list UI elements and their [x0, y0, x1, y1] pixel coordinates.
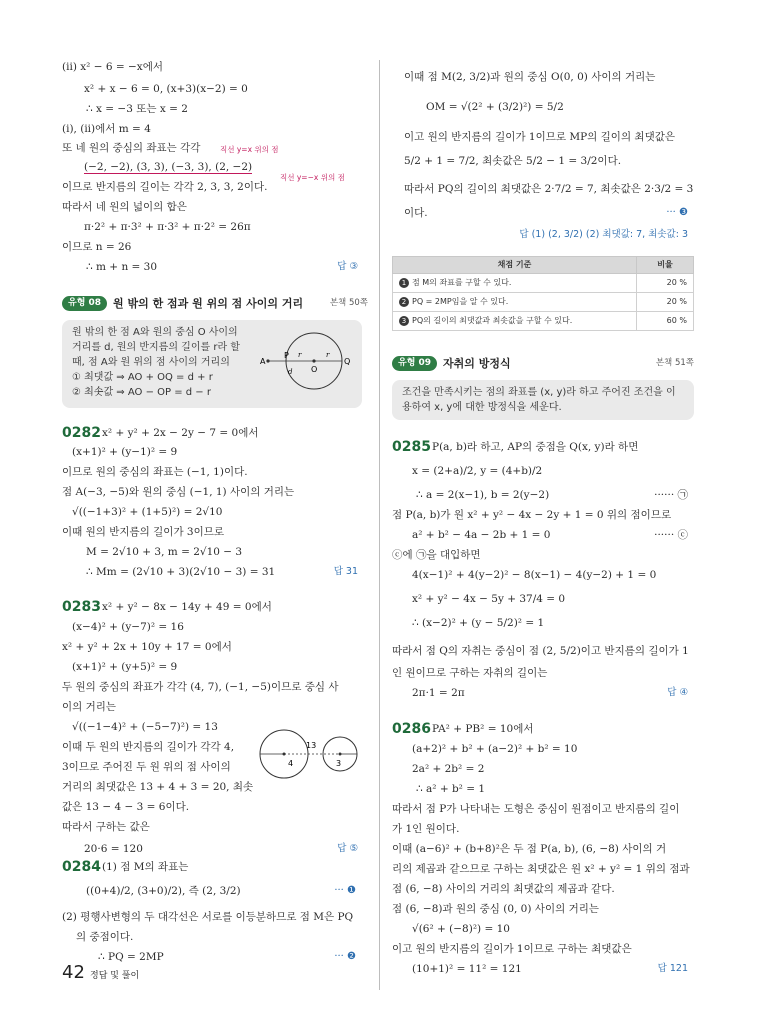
text-line: 이때 (a−6)² + (b+8)²은 두 점 P(a, b), (6, −8) 사이의 거: [392, 843, 667, 855]
text-line: 따라서 구하는 값은: [62, 821, 150, 833]
grading-row: [393, 312, 694, 331]
text-line: 가 1인 원이다.: [392, 823, 460, 835]
text-line: √((−1−4)² + (−5−7)²) = 13: [72, 721, 218, 733]
text-line: 이때 두 원의 반지름의 길이가 각각 4,: [62, 741, 235, 753]
step-marker: ··· ❸: [666, 207, 688, 218]
type-title: 원 밖의 한 점과 원 위의 점 사이의 거리: [113, 296, 304, 310]
answer-badge: 답 121: [657, 963, 688, 974]
text-line: PA² + PB² = 10에서: [432, 723, 534, 735]
box-line: ② 최솟값 ⇒ AO − OP = d − r: [72, 387, 211, 398]
text-line: 또 네 원의 중심의 좌표는 각각: [62, 142, 201, 154]
text-line: ⓒ에 ㉠을 대입하면: [392, 549, 481, 561]
answer-badge: 답 ④: [667, 687, 688, 698]
text-line: 거리의 최댓값은 13 + 4 + 3 = 20, 최솟: [62, 781, 254, 793]
text-line: (x+1)² + (y−1)² = 9: [72, 446, 178, 458]
type-box: [62, 320, 362, 408]
text-line: π·2² + π·3² + π·3² + π·2² = 26π: [84, 221, 251, 233]
grading-pct: 20 %: [637, 293, 694, 312]
text-line: ((0+4)/2, (3+0)/2), 즉 (2, 3/2): [86, 885, 241, 897]
text-line: M = 2√10 + 3, m = 2√10 − 3: [86, 546, 243, 558]
answer-badge: 답 ③: [337, 261, 358, 272]
text-line: x² + y² + 2x + 10y + 17 = 0에서: [62, 641, 232, 653]
text-line: 값은 13 − 4 − 3 = 6이다.: [62, 801, 190, 813]
text-line: ∴ m + n = 30: [86, 261, 158, 273]
text-line: 3이므로 주어진 두 원 위의 점 사이의: [62, 761, 231, 773]
text-line: (2) 평행사변형의 두 대각선은 서로를 이등분하므로 점 M은 PQ: [62, 911, 354, 923]
problem-number: 0286: [392, 721, 431, 737]
label-o: O: [311, 365, 318, 374]
text-line: x² + x − 6 = 0, (x+3)(x−2) = 0: [84, 83, 248, 95]
label-r1: r: [298, 351, 302, 359]
text-line: 이므로 원의 중심의 좌표는 (−1, 1)이다.: [62, 466, 248, 478]
text-line: 점 A(−3, −5)와 원의 중심 (−1, 1) 사이의 거리는: [62, 486, 295, 498]
problem-number: 0284: [62, 859, 101, 875]
text-line: 이의 거리는: [62, 701, 117, 713]
problem-number: 0283: [62, 599, 101, 615]
box-line: 조건을 만족시키는 점의 좌표를 (x, y)라 하고 주어진 조건을 이: [402, 387, 676, 398]
label-distance: 13: [306, 741, 317, 750]
text-line: √((−1+3)² + (1+5)²) = 2√10: [72, 506, 223, 518]
text-line: 이므로 반지름의 길이는 각각 2, 3, 3, 2이다.: [62, 181, 268, 193]
type-tag: 유형 09: [392, 356, 437, 371]
text-line: 이때 점 M(2, 3/2)과 원의 중심 O(0, 0) 사이의 거리는: [404, 71, 656, 83]
two-circles-diagram: [258, 726, 360, 782]
type-header: [62, 294, 368, 312]
text-line: 이때 원의 반지름의 길이가 3이므로: [62, 526, 225, 538]
label-r2: r: [326, 351, 330, 359]
box-line: ① 최댓값 ⇒ AO + OQ = d + r: [72, 372, 213, 383]
annotation: 직선 y=x 위의 점: [220, 145, 279, 154]
text-line: 이고 원의 반지름의 길이가 1이므로 MP의 길이의 최댓값은: [404, 131, 676, 143]
text-line: 2π·1 = 2π: [412, 687, 465, 699]
label-q: Q: [344, 357, 351, 366]
label-p: P: [284, 351, 289, 360]
text-line: ∴ a = 2(x−1), b = 2(y−2): [416, 489, 550, 501]
text-line: x = (2+a)/2, y = (4+b)/2: [412, 465, 543, 477]
type-title: 자취의 방정식: [443, 356, 511, 370]
text-line: √(6² + (−8)²) = 10: [412, 923, 510, 935]
answer-badge: 답 (1) (2, 3/2) (2) 최댓값: 7, 최솟값: 3: [519, 229, 688, 240]
box-line: 용하여 x, y에 대한 방정식을 세운다.: [402, 402, 562, 413]
text-line: 리의 제곱과 같으므로 구하는 최댓값은 원 x² + y² = 1 위의 점과: [392, 863, 690, 875]
grading-header-ratio: 비율: [637, 257, 694, 274]
label-a: A: [260, 357, 266, 366]
text-line: 점 (6, −8)과 원의 중심 (0, 0) 사이의 거리는: [392, 903, 599, 915]
grading-header-criteria: 채점 기준: [393, 257, 637, 274]
text-line: (a+2)² + b² + (a−2)² + b² = 10: [412, 743, 578, 755]
text-line: 따라서 PQ의 길이의 최댓값은 2·7/2 = 7, 최솟값은 2·3/2 = 3: [404, 183, 694, 195]
text-line: (−2, −2), (3, 3), (−3, 3), (2, −2): [84, 161, 253, 173]
text-line: 따라서 점 Q의 자취는 중심이 점 (2, 5/2)이고 반지름의 길이가 1: [392, 645, 689, 657]
text-line: P(a, b)라 하고, AP의 중점을 Q(x, y)라 하면: [432, 441, 639, 453]
text-line: (ii) x² − 6 = −x에서: [62, 61, 164, 73]
answer-badge: 답 31: [333, 566, 358, 577]
circle-distance-diagram: [260, 328, 356, 394]
annotation: 직선 y=−x 위의 점: [280, 173, 345, 182]
grading-criteria: 1 점 M의 좌표를 구할 수 있다.: [393, 274, 637, 293]
text-line: 이므로 n = 26: [62, 241, 132, 253]
box-line: 원 밖의 한 점 A와 원의 중심 O 사이의: [72, 327, 238, 338]
grading-row: [393, 274, 694, 293]
grading-criteria: 2 PQ = 2MP임을 알 수 있다.: [393, 293, 637, 312]
answer-badge: 답 ⑤: [337, 843, 358, 854]
step-marker: ··· ❷: [334, 951, 356, 962]
grading-row: [393, 293, 694, 312]
problem-number: 0285: [392, 439, 431, 455]
label-r2: 3: [336, 759, 342, 768]
text-line: 이고 원의 반지름의 길이가 1이므로 구하는 최댓값은: [392, 943, 632, 955]
page-number: 42: [62, 962, 85, 983]
grading-criteria: 3 PQ의 길이의 최댓값과 최솟값을 구할 수 있다.: [393, 312, 637, 331]
step-number-badge: 3: [399, 316, 409, 326]
box-line: 거리를 d, 원의 반지름의 길이를 r라 할: [72, 342, 240, 353]
problem-number: 0282: [62, 425, 101, 441]
text-line: 따라서 점 P가 나타내는 도형은 중심이 원점이고 반지름의 길이: [392, 803, 680, 815]
text-line: 따라서 네 원의 넓이의 합은: [62, 201, 187, 213]
box-line: 때, 점 A와 원 위의 점 사이의 거리의: [72, 357, 230, 368]
text-line: ∴ (x−2)² + (y − 5/2)² = 1: [412, 617, 545, 629]
text-line: (i), (ii)에서 m = 4: [62, 123, 151, 135]
text-line: 인 원이므로 구하는 자취의 길이는: [392, 667, 548, 679]
equation-mark: ······ ⓒ: [654, 529, 688, 541]
label-r1: 4: [288, 759, 294, 768]
text-line: a² + b² − 4a − 2b + 1 = 0: [412, 529, 551, 541]
text-line: 점 P(a, b)가 원 x² + y² − 4x − 2y + 1 = 0 위의 점이므로: [392, 509, 672, 521]
text-line: x² + y² − 4x − 5y + 37/4 = 0: [412, 593, 566, 605]
text-line: 2a² + 2b² = 2: [412, 763, 485, 775]
type-tag: 유형 08: [62, 296, 107, 311]
text-line: ∴ x = −3 또는 x = 2: [86, 103, 188, 115]
text-line: ∴ Mm = (2√10 + 3)(2√10 − 3) = 31: [86, 566, 276, 578]
text-line: 4(x−1)² + 4(y−2)² − 8(x−1) − 4(y−2) + 1 = 0: [412, 569, 657, 581]
step-number-badge: 1: [399, 278, 409, 288]
type-ref: 본책 51쪽: [655, 357, 694, 368]
column-divider: [379, 60, 380, 990]
text-line: 점 (6, −8) 사이의 거리의 최댓값의 제곱과 같다.: [392, 883, 615, 895]
text-line: (1) 점 M의 좌표는: [102, 861, 189, 873]
text-line: 20·6 = 120: [84, 843, 143, 855]
label-d: d: [288, 368, 293, 376]
grading-header-row: [393, 257, 694, 274]
text-line: ∴ PQ = 2MP: [98, 951, 164, 963]
text-line: 의 중점이다.: [76, 931, 134, 943]
grading-table: [392, 256, 694, 331]
text-line: ∴ a² + b² = 1: [416, 783, 486, 795]
text-line: (x+1)² + (y+5)² = 9: [72, 661, 178, 673]
step-marker: ··· ❶: [334, 885, 356, 896]
grading-pct: 20 %: [637, 274, 694, 293]
text-line: (10+1)² = 11² = 121: [412, 963, 522, 975]
type-box: [392, 380, 694, 420]
type-header: [392, 354, 694, 372]
equation-mark: ······ ㉠: [654, 489, 688, 501]
step-number-badge: 2: [399, 297, 409, 307]
text-line: x² + y² + 2x − 2y − 7 = 0에서: [102, 427, 259, 439]
type-ref: 본책 50쪽: [329, 297, 368, 308]
text-line: 이다.: [404, 207, 428, 219]
text-line: x² + y² − 8x − 14y + 49 = 0에서: [102, 601, 272, 613]
text-line: (x−4)² + (y−7)² = 16: [72, 621, 184, 633]
text-line: OM = √(2² + (3/2)²) = 5/2: [426, 101, 564, 113]
grading-pct: 60 %: [637, 312, 694, 331]
text-line: 5/2 + 1 = 7/2, 최솟값은 5/2 − 1 = 3/2이다.: [404, 155, 622, 167]
footer-label: 정답 및 풀이: [90, 971, 140, 981]
text-line: 두 원의 중심의 좌표가 각각 (4, 7), (−1, −5)이므로 중심 사: [62, 681, 339, 693]
